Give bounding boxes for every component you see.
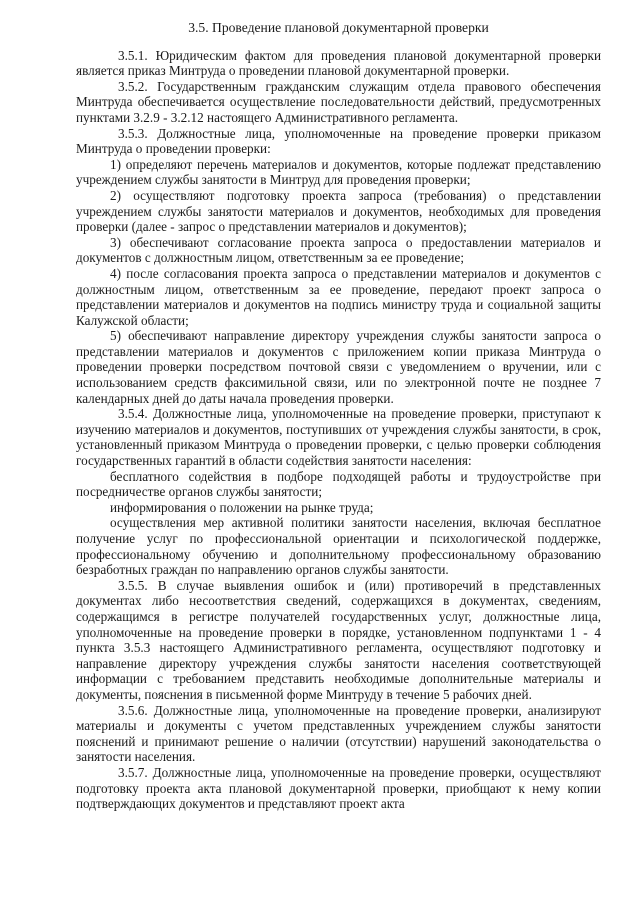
paragraph-3-5-7: 3.5.7. Должностные лица, уполномоченные на проведение проверки, осуществляют подготовку проекта акта плановой документарной проверки, приобщают к нему копии подтверждающих документов и представляют проект акта xyxy=(76,764,601,812)
paragraph-3-5-4: 3.5.4. Должностные лица, уполномоченные на проведение проверки, приступают к изучению материалов и документов, поступивших от учреждения службы занятости, в срок, установленный приказом Минтруда о проведении проверки, с целью проверки соблюдения государственных гарантий в области содействия занятости населения: xyxy=(76,406,601,469)
guarantee-item-1: бесплатного содействия в подборе подходящей работы и трудоустройстве при посредничестве органов службы занятости; xyxy=(76,468,601,500)
paragraph-3-5-3: 3.5.3. Должностные лица, уполномоченные на проведение проверки приказом Минтруда о проведении проверки: xyxy=(76,125,601,157)
paragraph-3-5-2: 3.5.2. Государственным гражданским служащим отдела правового обеспечения Минтруда обеспечивается осуществление последовательности действий, предусмотренных пунктами 3.2.9 - 3.2.12 настоящего Административного регламента. xyxy=(76,78,601,125)
paragraph-3-5-6: 3.5.6. Должностные лица, уполномоченные на проведение проверки, анализируют материалы и документы с учетом представленных учреждением службы занятости пояснений и принимают решение о наличии (отсутствии) нарушений законодательства о занятости населения. xyxy=(76,702,601,765)
list-item-5: 5) обеспечивают направление директору учреждения службы занятости запроса о представлении материалов и документов с приложением копии приказа Минтруда о проведении проверки посредством почтовой связи с уведомлением о вручении, или с использованием средств факсимильной связи, или по электронной почте не позднее 7 календарных дней до даты начала проведения проверки. xyxy=(76,328,601,406)
list-item-1: 1) определяют перечень материалов и документов, которые подлежат представлению учреждением службы занятости в Минтруд для проведения проверки; xyxy=(76,156,601,188)
guarantee-item-2: информирования о положении на рынке труда; xyxy=(110,499,374,515)
list-item-4: 4) после согласования проекта запроса о представлении материалов и документов с должностным лицом, ответственным за ее проведение, передают проект запроса о представлении материалов и документов на подпись министру труда и социальной защиты Калужской области; xyxy=(76,265,601,328)
section-title: 3.5. Проведение плановой документарной проверки xyxy=(188,20,489,35)
paragraph-3-5-5: 3.5.5. В случае выявления ошибок и (или) противоречий в представленных документах либо несоответствия сведений, содержащихся в документах, сведениям, содержащимся в регистре получателей государственных услуг, должностные лица, уполномоченные на проведение проверки в порядке, установленном подпунктами 1 - 4 пункта 3.5.3 настоящего Административного регламента, осуществляют подготовку и направление директору учреждения службы занятости населения соответствующей информации с требованием представить необходимые дополнительные материалы и документы, пояснения в письменной форме Минтруду в течение 5 рабочих дней. xyxy=(76,577,601,702)
list-item-2: 2) осуществляют подготовку проекта запроса (требования) о представлении учреждением службы занятости материалов и документов, необходимых для проведения проверки (далее - запрос о представлении материалов и документов); xyxy=(76,187,601,235)
guarantee-item-3: осуществления мер активной политики занятости населения, включая бесплатное получение услуг по профессиональной ориентации и психологической поддержке, профессиональному обучению и дополнительному профессиональному образованию безработных граждан по направлению органов службы занятости. xyxy=(76,515,601,578)
list-item-3: 3) обеспечивают согласование проекта запроса о предоставлении материалов и документов с должностным лицом, ответственным за ее проведение; xyxy=(76,234,601,266)
paragraph-3-5-1: 3.5.1. Юридическим фактом для проведения плановой документарной проверки является приказ Минтруда о проведении плановой документарной проверки. xyxy=(76,47,601,79)
